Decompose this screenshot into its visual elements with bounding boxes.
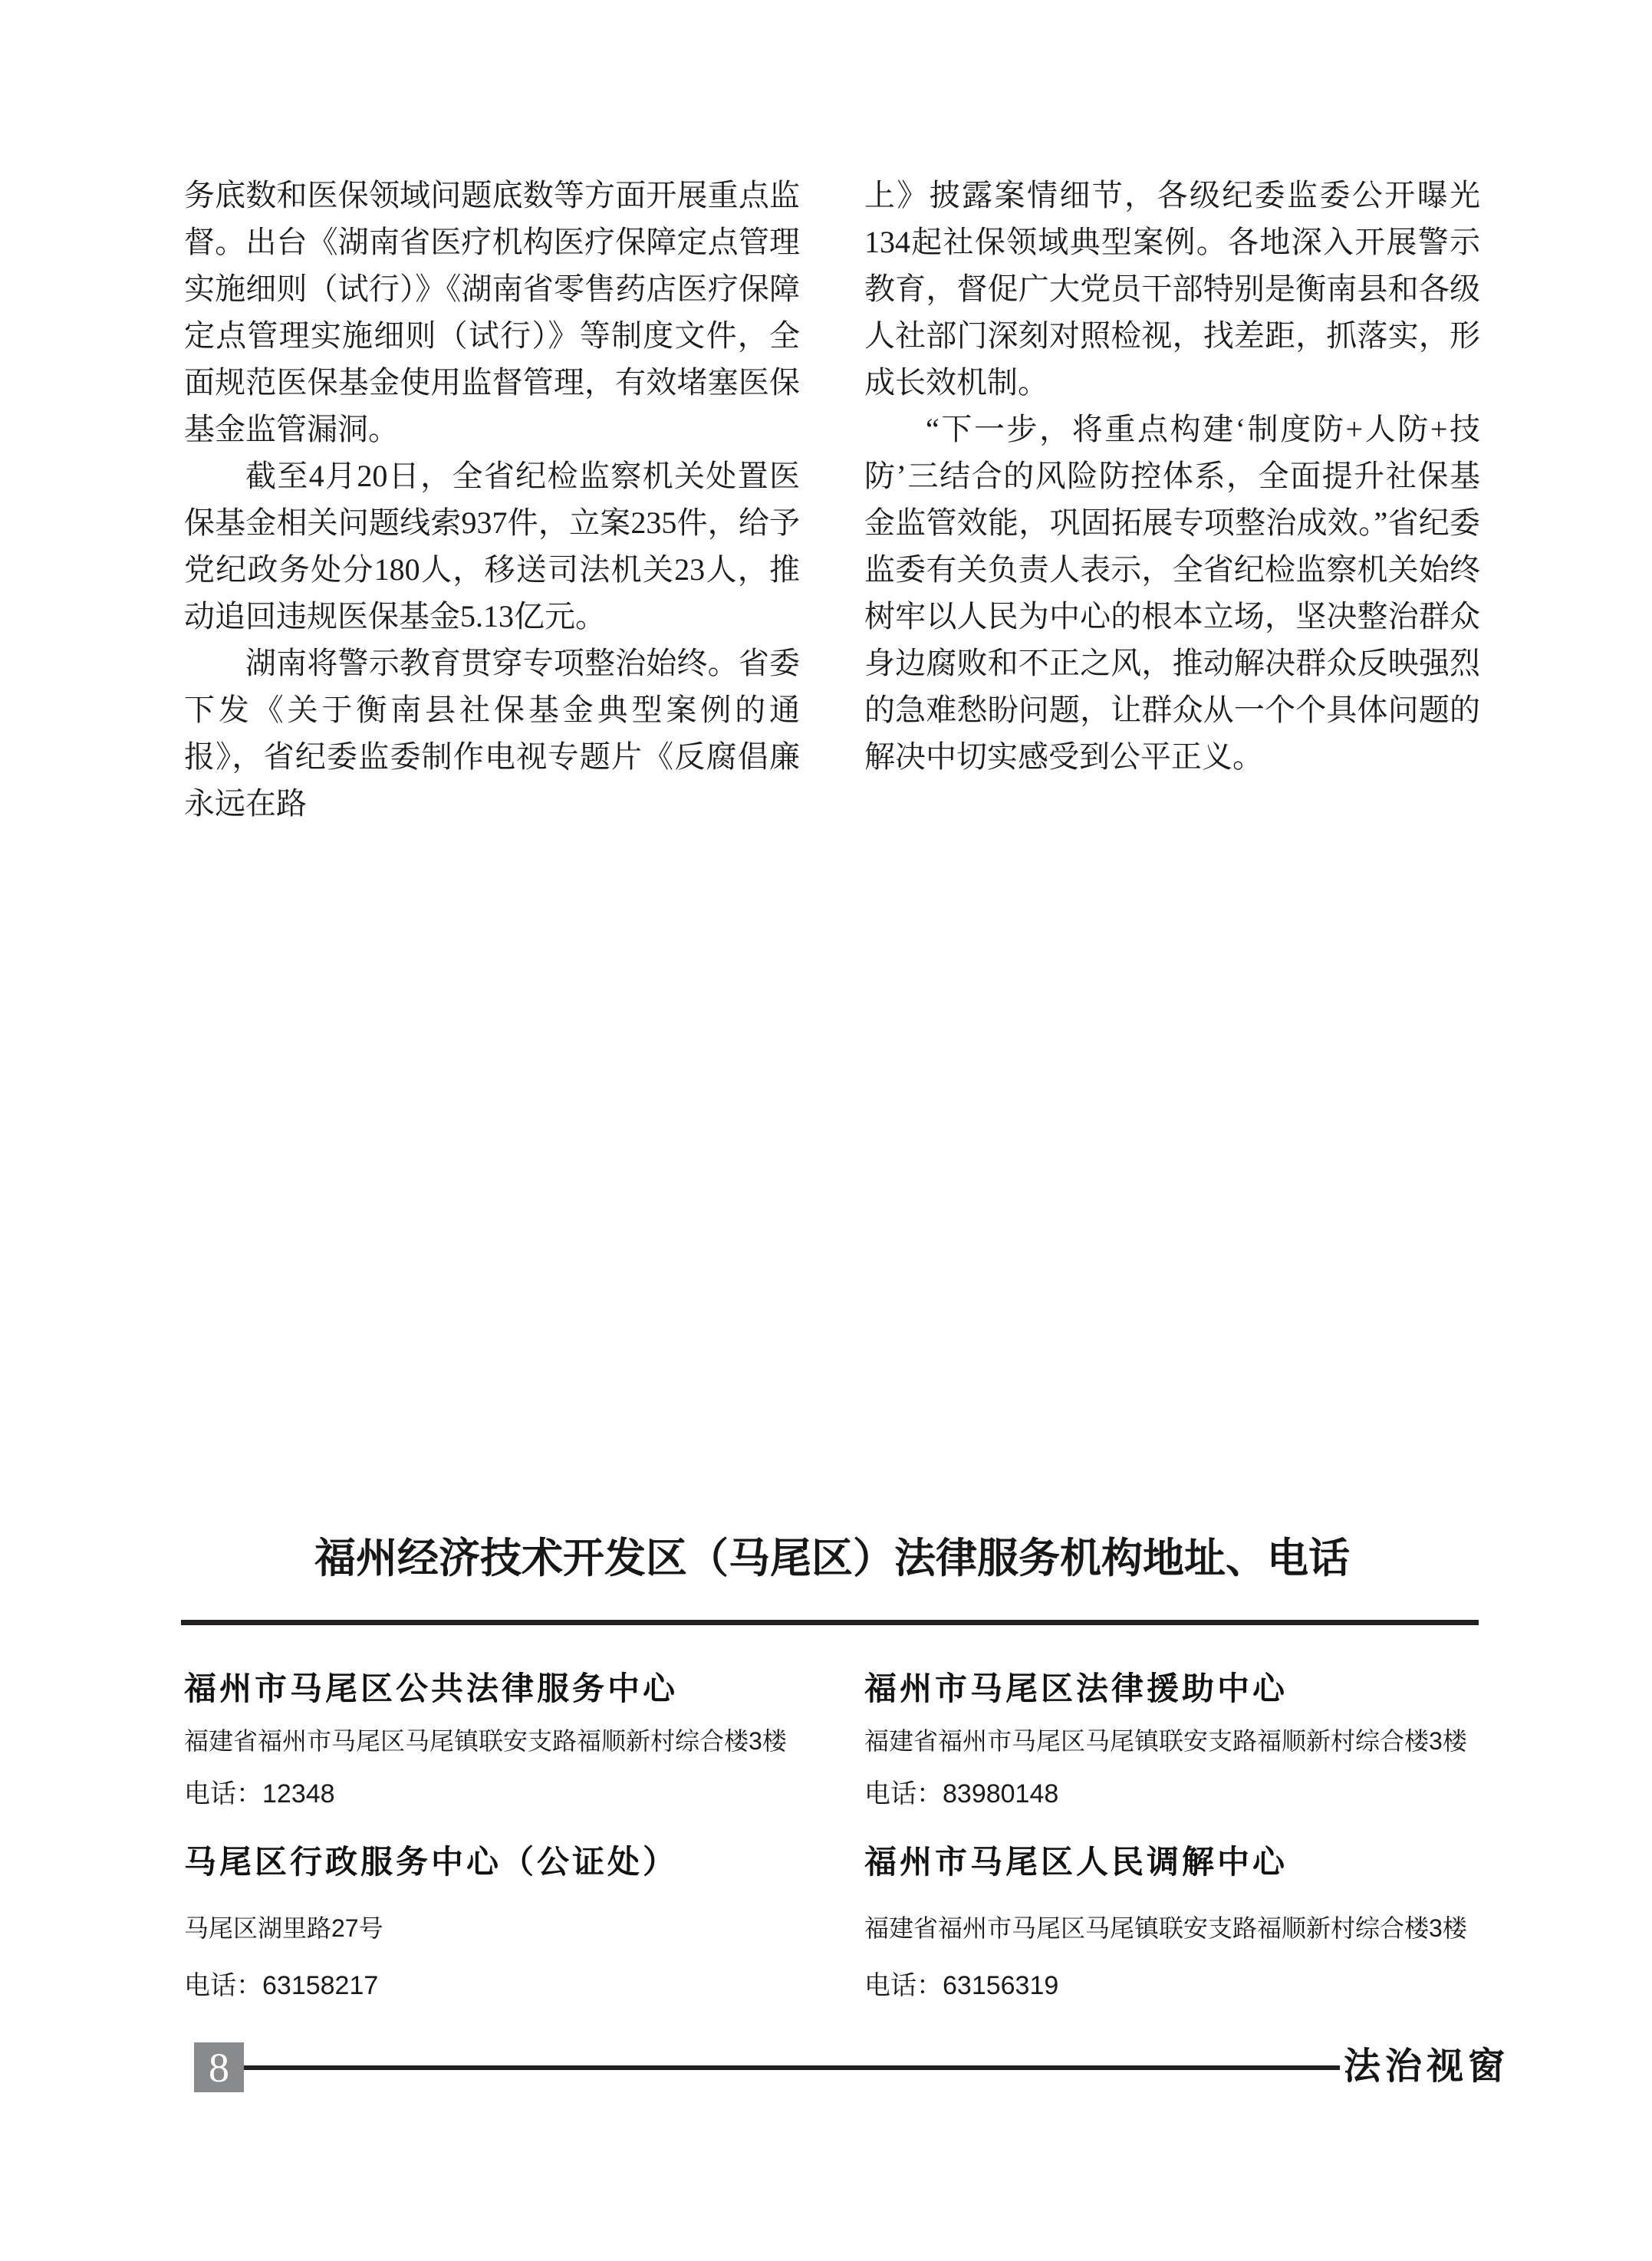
entry-phone [184, 1970, 800, 2002]
entry-name: 福州市马尾区人民调解中心 [864, 1845, 1288, 1881]
directory-left-column [184, 1672, 800, 2002]
article-right-column [864, 172, 1480, 827]
phone-number: 63158217 [262, 1971, 379, 2000]
directory-entry [184, 1845, 800, 2002]
entry-phone [864, 1778, 1480, 1810]
directory-list [184, 1672, 1480, 2002]
paragraph: 截至4月20日，全省纪检监察机关处置医保基金相关问题线索937件，立案235件，给予党纪政务处分180人，移送司法机关23人，推动追回违规医保基金5.13亿元。 [184, 459, 800, 634]
footer-brand: 法治视窗 [1344, 2046, 1510, 2087]
article-body [184, 172, 1480, 827]
entry-name: 马尾区行政服务中心（公证处） [184, 1845, 679, 1881]
entry-name: 福州市马尾区法律援助中心 [864, 1672, 1288, 1707]
footer-rule [244, 2065, 1340, 2070]
directory-entry [864, 1672, 1480, 1810]
phone-label: 电话： [864, 1779, 943, 1808]
directory-right-column [864, 1672, 1480, 2002]
page-number-box [194, 2042, 244, 2092]
directory-entry [864, 1845, 1480, 2002]
phone-label: 电话： [184, 1971, 262, 2000]
article-left-column [184, 172, 800, 827]
entry-phone [864, 1970, 1480, 2002]
entry-name: 福州市马尾区公共法律服务中心 [184, 1672, 679, 1707]
directory-title-rule [181, 1620, 1479, 1625]
page-number: 8 [209, 2044, 229, 2091]
paragraph: 上》披露案情细节，各级纪委监委公开曝光134起社保领域典型案例。各地深入开展警示教育，督促广大党员干部特别是衡南县和各级人社部门深刻对照检视，找差距，抓落实，形成长效机制。 [864, 178, 1480, 400]
directory-entry [184, 1672, 800, 1810]
entry-address: 福建省福州市马尾区马尾镇联安支路福顺新村综合楼3楼 [864, 1727, 1467, 1755]
entry-address: 福建省福州市马尾区马尾镇联安支路福顺新村综合楼3楼 [864, 1914, 1467, 1942]
entry-address: 福建省福州市马尾区马尾镇联安支路福顺新村综合楼3楼 [184, 1727, 787, 1755]
phone-number: 63156319 [943, 1971, 1059, 2000]
paragraph: “下一步，将重点构建‘制度防+人防+技防’三结合的风险防控体系，全面提升社保基金监管效能，巩固拓展专项整治成效。”省纪委监委有关负责人表示，全省纪检监察机关始终树牢以人民为中心的根本立场，坚决整治群众身边腐败和不正之风，推动解决群众反映强烈的急难愁盼问题，让群众从一个个具体问题的解决中切实感受到公平正义。 [864, 412, 1480, 774]
entry-address: 马尾区湖里路27号 [184, 1914, 383, 1942]
phone-number: 83980148 [943, 1779, 1059, 1808]
phone-label: 电话： [864, 1971, 943, 2000]
phone-number: 12348 [262, 1779, 335, 1808]
directory-title: 福州经济技术开发区（马尾区）法律服务机构地址、电话 [314, 1535, 1350, 1581]
phone-label: 电话： [184, 1779, 262, 1808]
paragraph: 务底数和医保领域问题底数等方面开展重点监督。出台《湖南省医疗机构医疗保障定点管理实施细则（试行）》《湖南省零售药店医疗保障定点管理实施细则（试行）》等制度文件，全面规范医保基金使用监督管理，有效堵塞医保基金监管漏洞。 [184, 178, 800, 446]
paragraph: 湖南将警示教育贯穿专项整治始终。省委下发《关于衡南县社保基金典型案例的通报》，省纪委监委制作电视专题片《反腐倡廉永远在路 [184, 646, 800, 821]
entry-phone [184, 1778, 800, 1810]
